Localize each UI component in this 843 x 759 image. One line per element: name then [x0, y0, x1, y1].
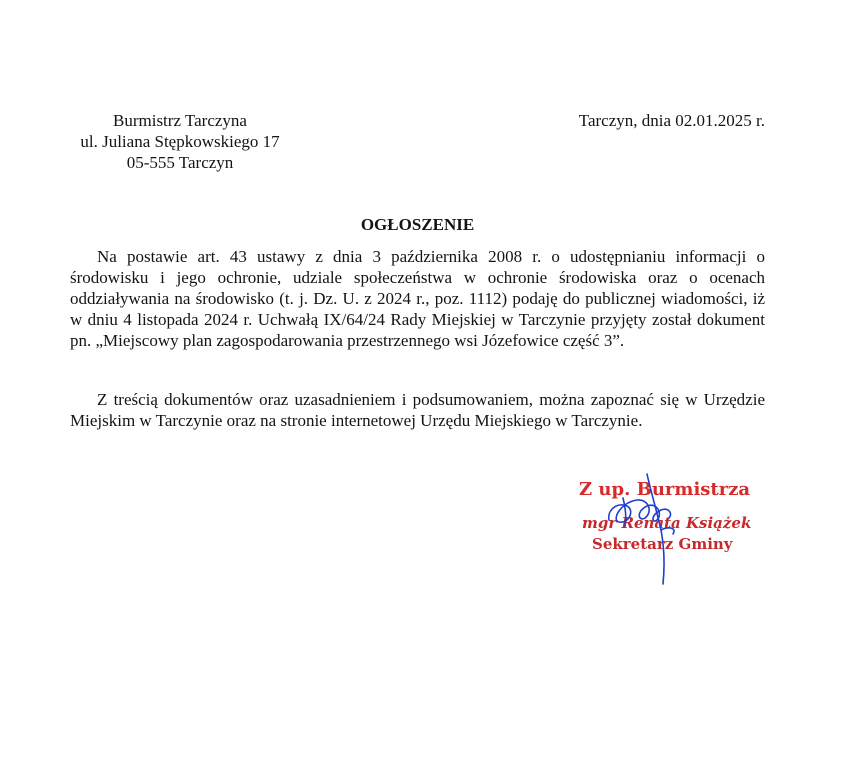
document-title: OGŁOSZENIE: [360, 215, 475, 234]
stamp-signatory-title: Sekretarz Gminy: [592, 535, 733, 553]
sender-street: ul. Juliana Stępkowskiego 17: [80, 132, 280, 151]
sender-city: 05-555 Tarczyn: [126, 153, 234, 172]
announcement-paragraph-1: Na postawie art. 43 ustawy z dnia 3 października 2008 r. o udostępnianiu informacji o środowisku i jego ochronie, udziale społeczeństwa w ochronie środowiska oraz o ocenach oddziaływania na środowisko (t. j. Dz. U. z 2024 r., poz. 1112) podaję do publicznej wiadomości, iż w dniu 4 listopada 2024 r. Uchwałą IX/64/24 Rady Miejskiej w Tarczynie przyjęty został dokument pn. „Miejscowy plan zagospodarowania przestrzennego wsi Józefowice część 3”.: [70, 247, 765, 350]
handwritten-signature: [565, 472, 755, 592]
sender-name: Burmistrz Tarczyna: [113, 111, 247, 130]
official-stamp: [565, 472, 755, 592]
stamp-signatory-name: mgr Renata Książek: [582, 514, 752, 532]
stamp-authorization: Z up. Burmistrza: [579, 479, 751, 500]
document-date: Tarczyn, dnia 02.01.2025 r.: [578, 111, 765, 130]
sender-address: [70, 110, 290, 173]
announcement-paragraph-2: Z treścią dokumentów oraz uzasadnieniem i podsumowaniem, można zapoznać się w Urzędzie Miejskim w Tarczynie oraz na stronie internetowej Urzędu Miejskiego w Tarczynie.: [70, 390, 765, 430]
